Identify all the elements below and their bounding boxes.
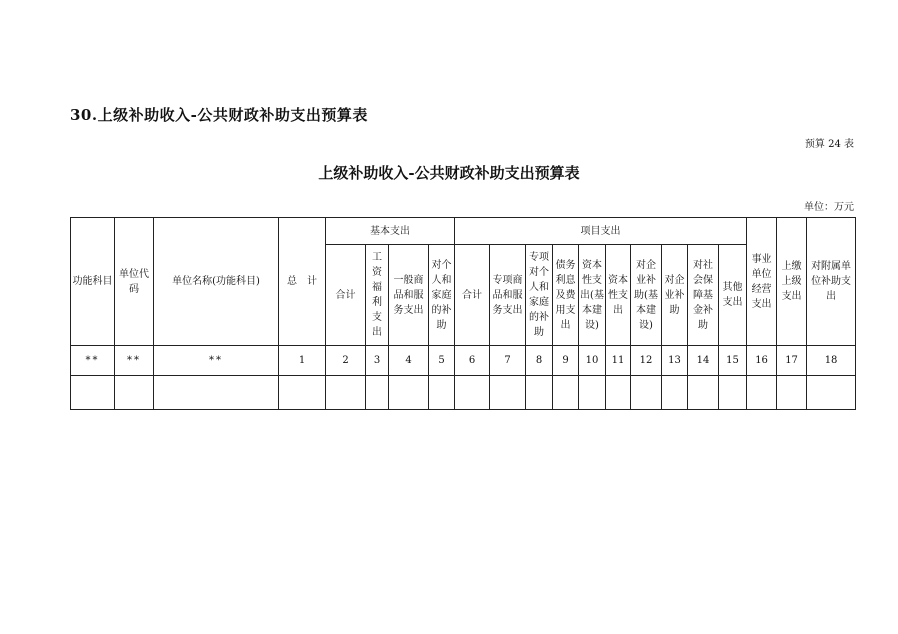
header-project-enterprise-infra: 对企业补助(基本建设)	[631, 245, 662, 346]
empty-data-row	[71, 376, 856, 410]
num-cell: **	[154, 346, 279, 376]
header-project-capital-infra: 资本性支出(基本建设)	[579, 245, 606, 346]
header-basic: 基本支出	[326, 218, 455, 245]
table-title: 上级补助收入-公共财政补助支出预算表	[318, 164, 580, 182]
num-cell: 16	[747, 346, 777, 376]
num-cell: 7	[490, 346, 526, 376]
header-project: 项目支出	[455, 218, 747, 245]
header-project-social: 对社会保障基金补助	[688, 245, 719, 346]
table-number: 预算 24 表	[804, 139, 854, 150]
header-project-debt: 债务利息及费用支出	[553, 245, 579, 346]
header-unit-code: 单位代码	[115, 218, 154, 346]
num-cell: 1	[279, 346, 326, 376]
header-basic-personal: 对个人和家庭的补助	[429, 245, 455, 346]
header-enterprise: 事业单位经营支出	[747, 218, 777, 346]
header-unit-name: 单位名称(功能科目)	[154, 218, 279, 346]
unit-label: 单位：万元	[804, 202, 854, 213]
num-cell: 14	[688, 346, 719, 376]
header-project-capital: 资本性支出	[606, 245, 631, 346]
num-cell: 10	[579, 346, 606, 376]
num-cell: **	[115, 346, 154, 376]
num-cell: 17	[777, 346, 807, 376]
header-project-personal: 专项对个人和家庭的补助	[526, 245, 553, 346]
num-cell: 4	[389, 346, 429, 376]
budget-table	[70, 217, 856, 410]
header-project-other: 其他支出	[719, 245, 747, 346]
header-basic-goods: 一般商品和服务支出	[389, 245, 429, 346]
header-upper: 上缴上级支出	[777, 218, 807, 346]
header-basic-total: 合计	[326, 245, 366, 346]
num-cell: 15	[719, 346, 747, 376]
num-cell: 3	[366, 346, 389, 376]
num-cell: 2	[326, 346, 366, 376]
num-cell: 6	[455, 346, 490, 376]
header-project-goods: 专项商品和服务支出	[490, 245, 526, 346]
num-cell: 9	[553, 346, 579, 376]
num-cell: 18	[807, 346, 856, 376]
header-project-total: 合计	[455, 245, 490, 346]
header-total: 总 计	[279, 218, 326, 346]
num-cell: **	[71, 346, 115, 376]
num-cell: 8	[526, 346, 553, 376]
num-cell: 13	[662, 346, 688, 376]
header-basic-salary: 工资福利支出	[366, 245, 389, 346]
header-func-subject: 功能科目	[71, 218, 115, 346]
num-cell: 12	[631, 346, 662, 376]
section-heading: 30.上级补助收入-公共财政补助支出预算表	[70, 106, 368, 124]
header-affiliated: 对附属单位补助支出	[807, 218, 856, 346]
num-cell: 5	[429, 346, 455, 376]
header-project-enterprise: 对企业补助	[662, 245, 688, 346]
num-cell: 11	[606, 346, 631, 376]
